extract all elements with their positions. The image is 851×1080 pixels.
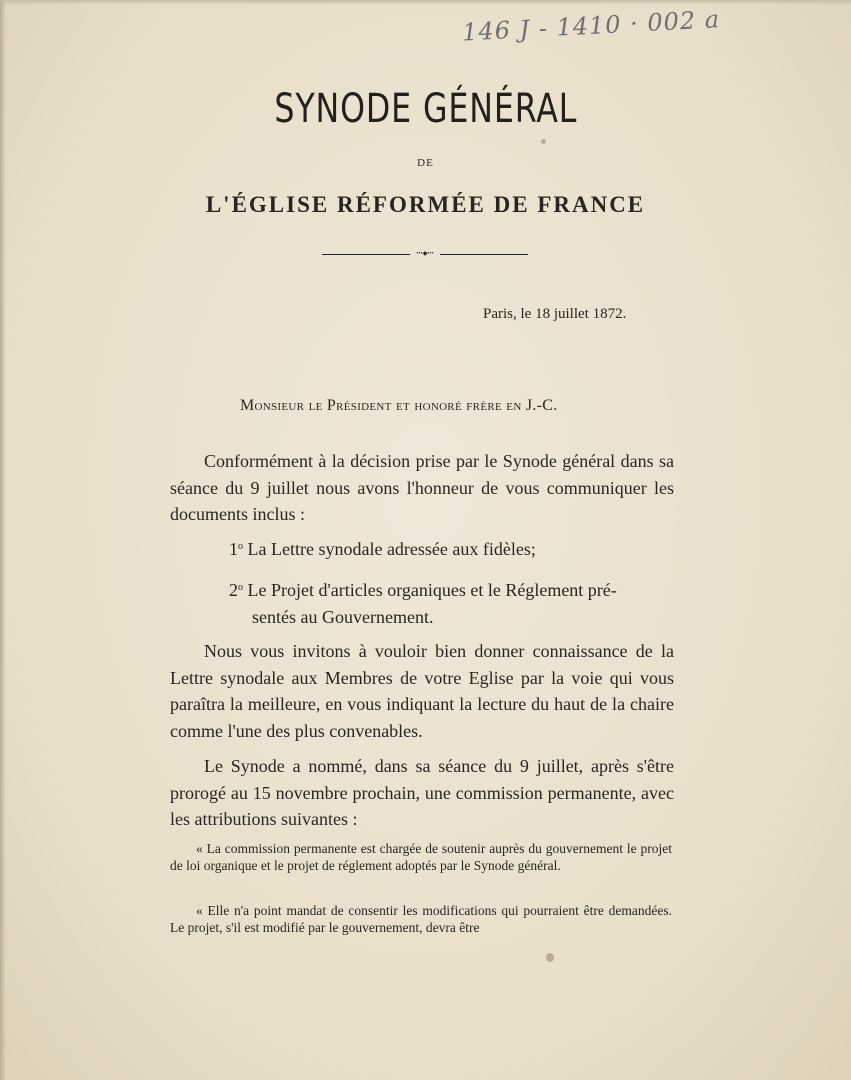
salutation: Monsieur le Président et honoré frère en J.-C. <box>240 397 558 414</box>
paragraph-invitation: Nous vous invitons à vouloir bien donner connaissance de la Lettre synodale aux Membres de votre Eglise par la voie qui vous paraîtra la meilleure, en vous indiquant la lecture du haut de la chaire comme l'une des plus convenables. <box>170 641 674 741</box>
list-item-number: 2 <box>229 580 238 600</box>
ordinal-mark: o <box>238 541 243 552</box>
archive-reference-handwritten: 146 J - 1410 · 002 a <box>461 5 721 47</box>
quoted-attribution-1: « La commission permanente est chargée de soutenir auprès du gouvernement le projet de loi organique et le projet de réglement adoptés par le Synode général. <box>170 841 672 873</box>
ornament-center: •••◆••• <box>416 251 434 257</box>
ordinal-mark: o <box>238 582 243 593</box>
title-connector: DE <box>417 157 434 169</box>
paragraph-intro: Conformément à la décision prise par le Synode général dans sa séance du 9 juillet nous avons l'honneur de vous communiquer les documents inclus : <box>170 451 674 524</box>
document-title: SYNODE GÉNÉRAL <box>274 86 578 132</box>
list-item-1 <box>229 536 536 563</box>
list-item-text: La Lettre synodale adressée aux fidèles; <box>247 539 536 559</box>
list-item-text-continued: sentés au Gouvernement. <box>252 606 434 627</box>
dateline: Paris, le 18 juillet 1872. <box>483 306 627 322</box>
paper-stain <box>546 953 554 962</box>
list-item-2 <box>229 577 674 630</box>
paragraph-commission: Le Synode a nommé, dans sa séance du 9 juillet, après s'être prorogé au 15 novembre prochain, une commission permanente, avec les attributions suivantes : <box>170 756 674 829</box>
ornament-line-left <box>322 254 410 255</box>
ornament-line-right <box>440 254 528 255</box>
paper-stain <box>541 139 546 144</box>
title-ornament-rule <box>322 252 528 258</box>
list-item-text: Le Projet d'articles organiques et le Réglement pré- <box>247 580 617 600</box>
quoted-attribution-2: « Elle n'a point mandat de consentir les modifications qui pourraient être demandées. Le projet, s'il est modifié par le gouvernement, devra être <box>170 903 672 935</box>
document-subtitle: L'ÉGLISE RÉFORMÉE DE FRANCE <box>205 192 646 217</box>
list-item-number: 1 <box>229 539 238 559</box>
